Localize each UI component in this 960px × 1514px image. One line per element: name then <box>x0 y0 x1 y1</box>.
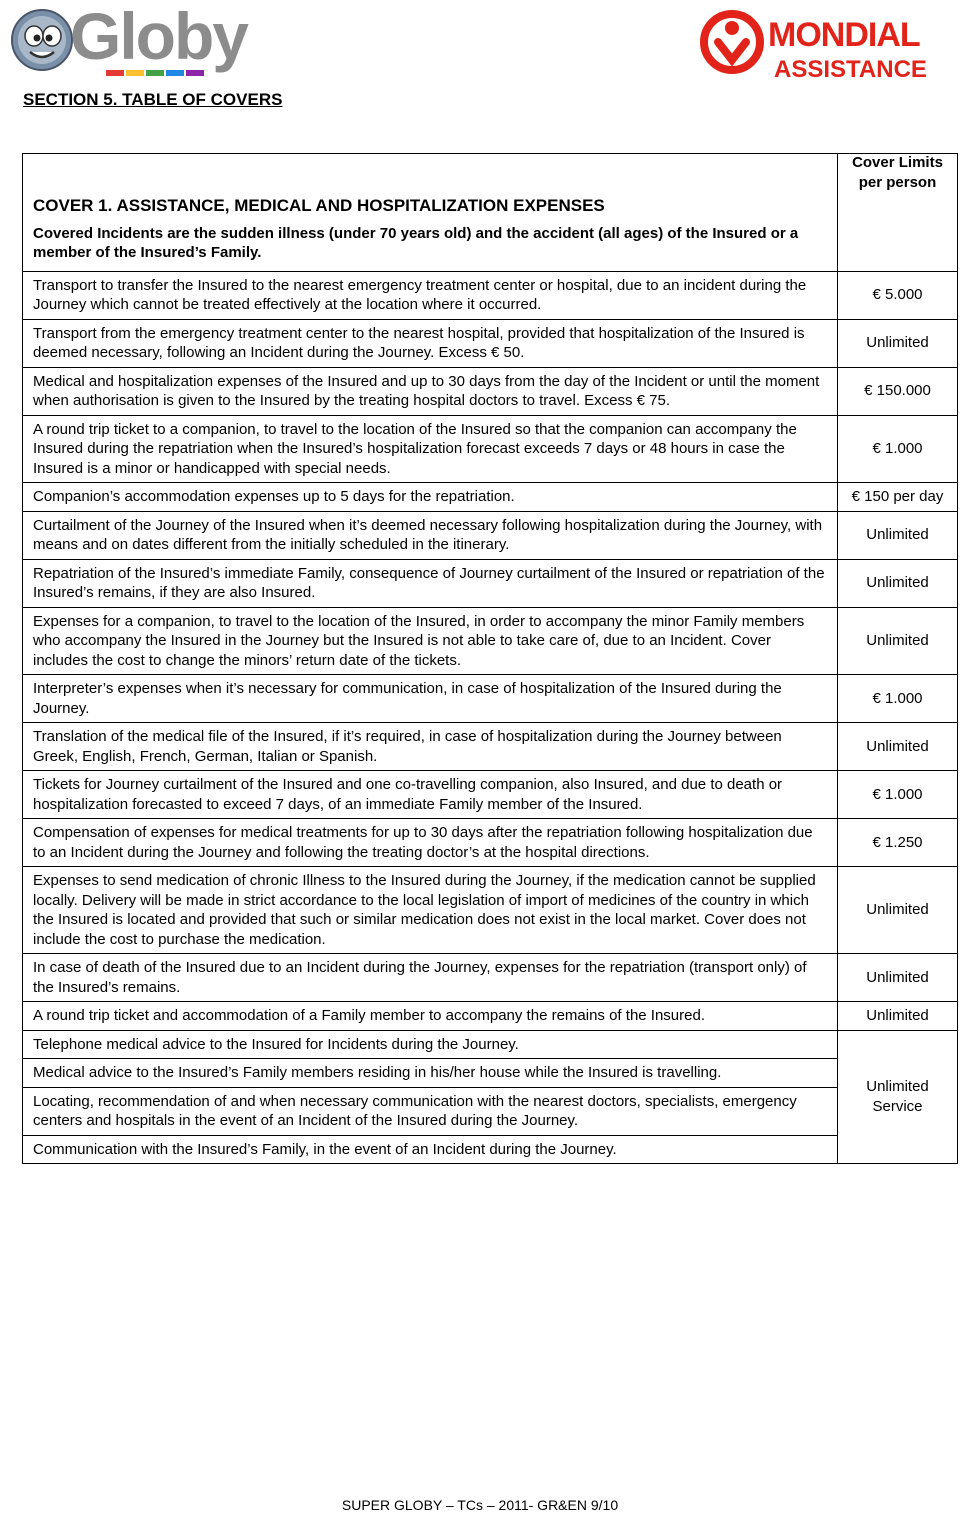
table-row <box>23 1002 958 1031</box>
table-row <box>23 1135 958 1164</box>
table-row <box>23 415 958 483</box>
cover-description: A round trip ticket to a companion, to travel to the location of the Insured so that the companion can accompany the Insured during the repatriation when the Insured’s hospitalization forecast exceeds 7 days or 48 hours in case the Insured is a minor or handicapped with special needs. <box>23 415 838 483</box>
mondial-emblem-icon <box>700 8 764 78</box>
cover-description: Transport to transfer the Insured to the nearest emergency treatment center or hospital, due to an incident during the Journey which cannot be treated effectively at the location where it occurred. <box>23 271 838 319</box>
cover-description: Interpreter’s expenses when it’s necessary for communication, in case of hospitalization of the Insured during the Journey. <box>23 675 838 723</box>
cover-limit: Unlimited <box>838 867 958 954</box>
table-row <box>23 271 958 319</box>
cover-description: Compensation of expenses for medical treatments for up to 30 days after the repatriation following hospitalization due to an Incident during the Journey and following the treating doctor’s at the hospital directions. <box>23 819 838 867</box>
cover-header-row <box>23 154 958 272</box>
cover-description: Tickets for Journey curtailment of the Insured and one co-travelling companion, also Insured, and due to death or hospitalization forecasted to exceed 7 days, of an immediate Family member of the Insured. <box>23 771 838 819</box>
cover-limit: Unlimited <box>838 1002 958 1031</box>
mondial-assistance-logo <box>700 4 958 84</box>
cover-limit: Unlimited <box>838 954 958 1002</box>
cover-limit: € 1.000 <box>838 415 958 483</box>
cover-limit: € 1.250 <box>838 819 958 867</box>
table-row <box>23 367 958 415</box>
cover-title: COVER 1. ASSISTANCE, MEDICAL AND HOSPITALIZATION EXPENSES <box>33 196 605 215</box>
cover-limit: € 150.000 <box>838 367 958 415</box>
service-limit: Unlimited Service <box>838 1030 958 1164</box>
cover-limit: € 1.000 <box>838 771 958 819</box>
cover-description: Expenses to send medication of chronic Illness to the Insured during the Journey, if the medication cannot be supplied locally. Delivery will be made in strict accordance to the local legislation of import of medicines of the country in which the Insured is located and provided that such or similar medication does not exist in the local market. Cover does not include the cost to purchase the medication. <box>23 867 838 954</box>
table-row <box>23 319 958 367</box>
table-row <box>23 819 958 867</box>
section-title: SECTION 5. TABLE OF COVERS <box>23 90 283 109</box>
service-description: Medical advice to the Insured’s Family members residing in his/her house while the Insured is travelling. <box>23 1059 838 1088</box>
cover-description: In case of death of the Insured due to an Incident during the Journey, expenses for the repatriation (transport only) of the Insured’s remains. <box>23 954 838 1002</box>
cover-limit: Unlimited <box>838 607 958 675</box>
cover-description: Expenses for a companion, to travel to the location of the Insured, in order to accompany the minor Family members who accompany the Insured in the Journey but the Insured is not able to take care of, due to an Incident. Cover includes the cost to change the minors’ return date of the tickets. <box>23 607 838 675</box>
cover-header-cell <box>23 154 838 272</box>
mondial-logo-line2: ASSISTANCE <box>774 56 927 83</box>
table-row <box>23 511 958 559</box>
cover-description: Repatriation of the Insured’s immediate Family, consequence of Journey curtailment of the Insured or repatriation of the Insured’s remains, if they are also Insured. <box>23 559 838 607</box>
cover-limit: € 150 per day <box>838 483 958 512</box>
cover-description: Curtailment of the Journey of the Insured when it’s deemed necessary following hospitalization during the Journey, with means and on dates different from the initially scheduled in the itinerary. <box>23 511 838 559</box>
cover-limit: Unlimited <box>838 511 958 559</box>
table-row <box>23 675 958 723</box>
table-row <box>23 771 958 819</box>
table-of-covers <box>22 153 958 1164</box>
cover-description: Companion’s accommodation expenses up to 5 days for the repatriation. <box>23 483 838 512</box>
cover-description: Translation of the medical file of the Insured, if it’s required, in case of hospitalization during the Journey between Greek, English, French, German, Italian or Spanish. <box>23 723 838 771</box>
globy-logo <box>6 0 266 80</box>
service-description: Locating, recommendation of and when necessary communication with the nearest doctors, specialists, emergency centers and hospitals in the event of an Incident of the Insured during the Journey. <box>23 1087 838 1135</box>
covered-incidents: Covered Incidents are the sudden illness (under 70 years old) and the accident (all ages) of the Insured or a member of the Insured’s Family. <box>33 224 799 261</box>
service-description: Communication with the Insured’s Family, in the event of an Incident during the Journey. <box>23 1135 838 1164</box>
cover-limit: Unlimited <box>838 723 958 771</box>
page-footer: SUPER GLOBY – TCs – 2011- GR&EN 9/10 <box>341 1497 619 1513</box>
table-row <box>23 867 958 954</box>
cover-description: Transport from the emergency treatment center to the nearest hospital, provided that hospitalization of the Insured is deemed necessary, following an Incident during the Journey. Excess € 50. <box>23 319 838 367</box>
cover-limit: € 1.000 <box>838 675 958 723</box>
limit-header-label: Cover Limits per person <box>852 154 943 191</box>
globy-logo-text: Globy <box>70 0 248 73</box>
table-row <box>23 1087 958 1135</box>
cover-limit: Unlimited <box>838 559 958 607</box>
limit-header <box>838 154 958 272</box>
table-row <box>23 954 958 1002</box>
mondial-logo-line1: MONDIAL <box>768 16 920 54</box>
cover-limit: € 5.000 <box>838 271 958 319</box>
table-row <box>23 723 958 771</box>
table-row <box>23 607 958 675</box>
service-description: Telephone medical advice to the Insured for Incidents during the Journey. <box>23 1030 838 1059</box>
table-row <box>23 1059 958 1088</box>
table-row <box>23 1030 958 1059</box>
cover-limit: Unlimited <box>838 319 958 367</box>
cover-description: Medical and hospitalization expenses of the Insured and up to 30 days from the day of the Incident or until the moment when authorisation is given to the Insured by the treating hospital doctors to travel. Excess € 75. <box>23 367 838 415</box>
table-row <box>23 559 958 607</box>
cover-description: A round trip ticket and accommodation of a Family member to accompany the remains of the Insured. <box>23 1002 838 1031</box>
table-row <box>23 483 958 512</box>
